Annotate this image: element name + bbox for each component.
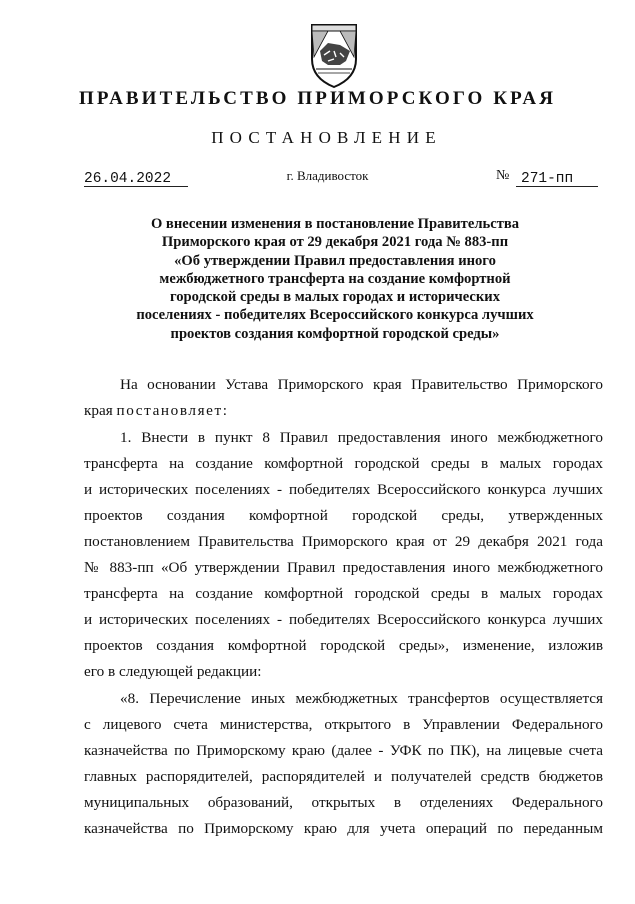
document-type: ПОСТАНОВЛЕНИЕ — [211, 128, 442, 147]
paragraph-1-line: 1. Внести в пункт 8 Правил предоставления иного межбюджетного — [120, 429, 603, 446]
paragraph-1-line: его в следующей редакции: — [84, 663, 262, 680]
paragraph-2-line: с лицевого счета министерства, открытого в Управлении Федерального — [84, 716, 603, 733]
intro-word: края — [84, 402, 113, 419]
document-subject — [110, 215, 560, 343]
paragraph-2-line: муниципальных образований, открытых в отделениях Федерального — [84, 794, 603, 811]
decree-verb: постановляет: — [116, 402, 229, 419]
number-underline — [516, 186, 598, 187]
paragraph-2-line: казначейства по Приморскому краю для учета операций по переданным — [84, 820, 603, 837]
subject-line: Приморского края от 29 декабря 2021 года № 883-пп — [161, 234, 509, 251]
paragraph-1-line: и исторических поселениях - победителях Всероссийского конкурса лучших — [84, 481, 603, 498]
paragraph-2-line: казначейства по Приморскому краю (далее - УФК по ПК), на лицевые счета — [84, 742, 603, 759]
paragraph-1-line: трансферта на создание комфортной городской среды в малых городах — [84, 455, 603, 472]
number-sign: № — [496, 168, 510, 183]
paragraph-1-line: проектов создания комфортной городской среды», изменение, изложив — [84, 637, 603, 654]
paragraph-2-line: главных распорядителей, распорядителей и получателей средств бюджетов — [84, 768, 603, 785]
paragraph-1-line: трансферта на создание комфортной городской среды в малых городах — [84, 585, 603, 602]
paragraph-1-line: постановлением Правительства Приморского края от 29 декабря 2021 года — [84, 533, 603, 550]
intro-line: На основании Устава Приморского края Правительство Приморского — [120, 376, 603, 393]
subject-line: городской среды в малых городах и исторических — [169, 289, 500, 306]
document-number: 271-пп — [521, 171, 574, 187]
intro-line — [84, 403, 603, 418]
coat-of-arms-emblem — [306, 21, 362, 89]
subject-line: проектов создания комфортной городской среды» — [170, 325, 500, 342]
document-date: 26.04.2022 — [84, 171, 172, 187]
city-label: г. Владивосток — [286, 168, 369, 183]
subject-line: межбюджетного трансферта на создание комфортной — [159, 270, 511, 287]
subject-line: О внесении изменения в постановление Правительства — [150, 216, 520, 232]
date-underline — [84, 186, 188, 187]
paragraph-1-line: проектов создания комфортной городской среды, утвержденных — [84, 507, 603, 524]
paragraph-2-line: «8. Перечисление иных межбюджетных трансфертов осуществляется — [120, 690, 603, 707]
government-title: ПРАВИТЕЛЬСТВО ПРИМОРСКОГО КРАЯ — [78, 88, 557, 109]
subject-line: поселениях - победителях Всероссийского конкурса лучших — [136, 307, 534, 324]
subject-line: «Об утверждении Правил предоставления иного — [174, 252, 496, 269]
paragraph-1-line: № 883-пп «Об утверждении Правил предоставления иного межбюджетного — [84, 559, 603, 576]
paragraph-1-line: и исторических поселениях - победителях Всероссийского конкурса лучших — [84, 611, 603, 628]
